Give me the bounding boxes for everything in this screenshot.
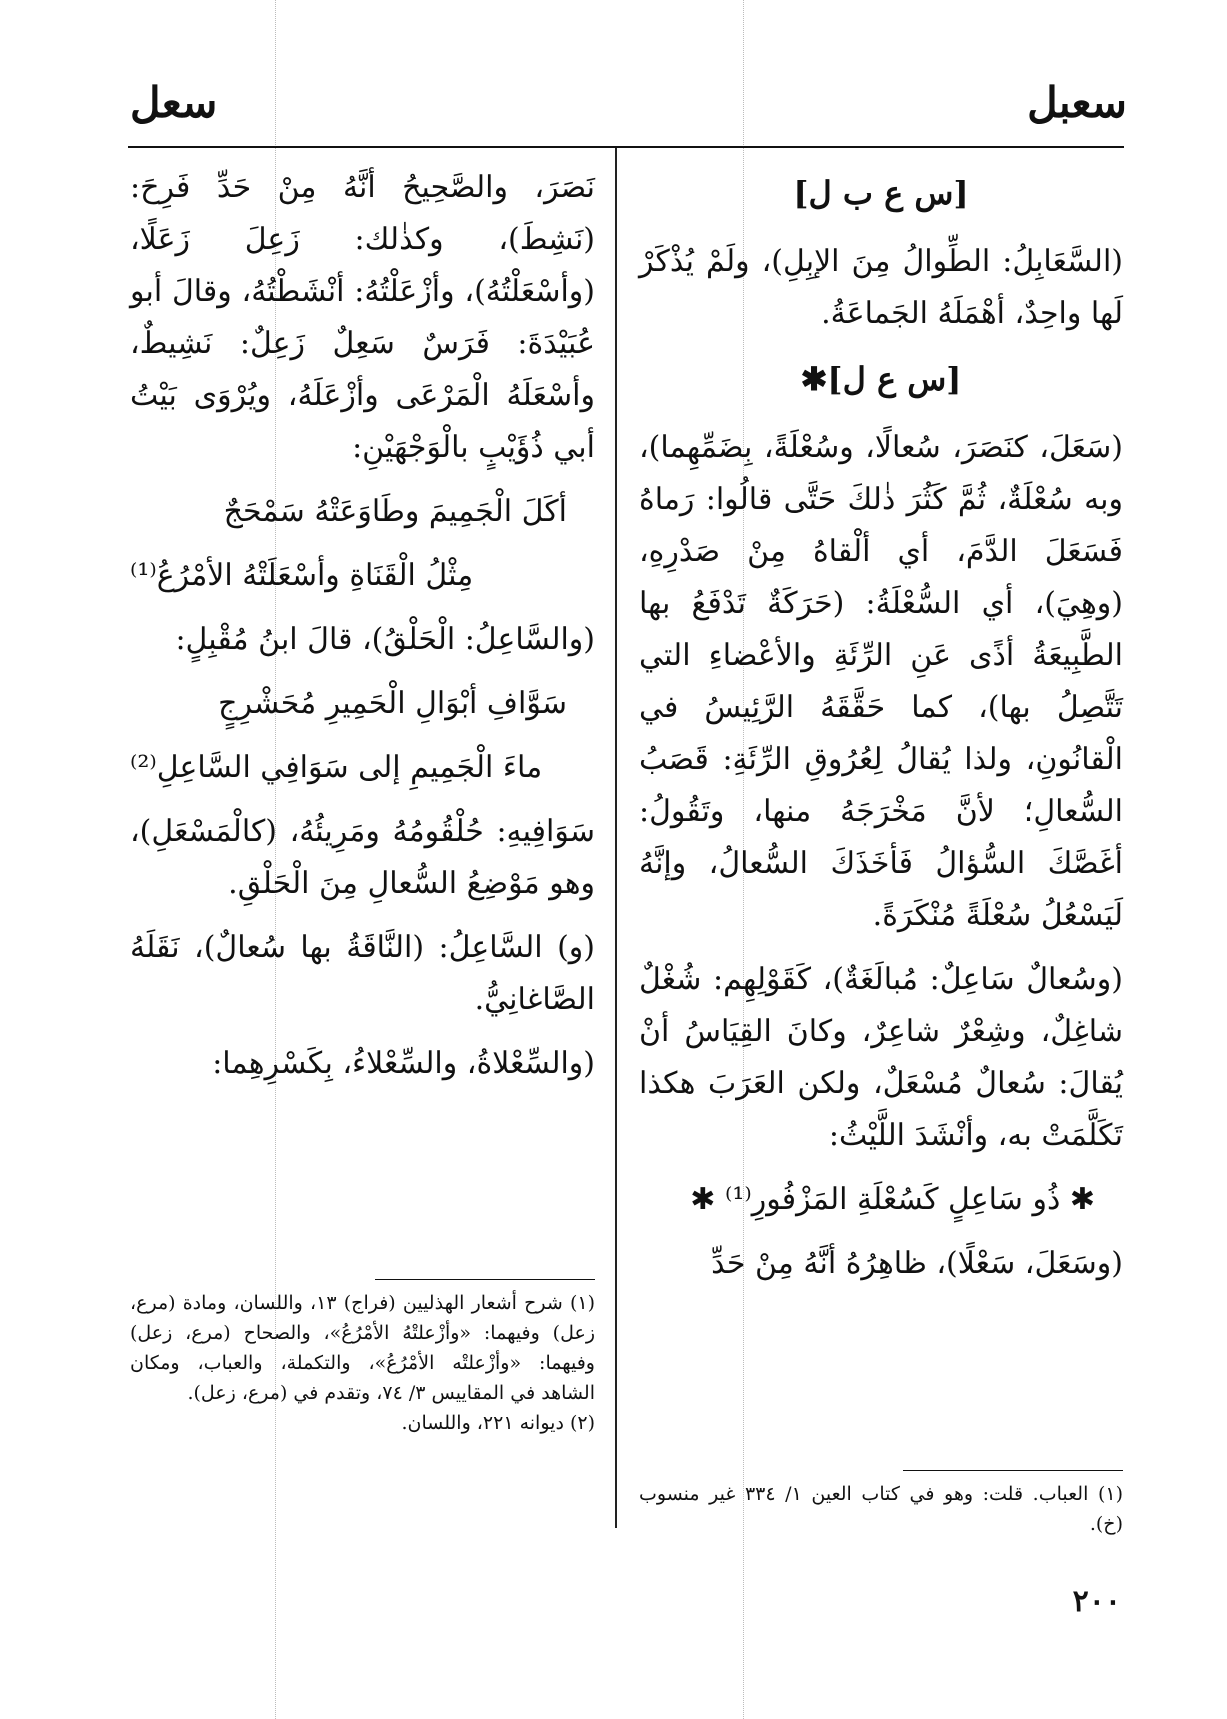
poetry-verse-second-hemistich: مِثْلُ الْقَنَاةِ وأسْعَلَتْهُ الأمْرُعُ⁽¹⁾ (130, 558, 474, 593)
footnote: (١) العباب. قلت: وهو في كتاب العين ١/ ٣٣٤ غير منسوب (خ). (639, 1483, 1124, 1535)
footnotes-left (130, 1279, 595, 1438)
entry-paragraph: نَصَرَ، والصَّحِيحُ أنَّهُ مِنْ حَدِّ فَرِحَ: (نَشِطَ)، وكذٰلك: زَعِلَ زَعَلًا، (وأسْعَلْتُهُ)، وأزْعَلْتُهُ: أنْشَطْتُهُ، وقالَ أبو عُبَيْدَةَ: فَرَسٌ سَعِلٌ زَعِلٌ: نَشِيطٌ، وأسْعَلَهُ الْمَرْعَى وأزْعَلَهُ، ويُرْوَى بَيْتُ أبي ذُؤَيْبٍ بالْوَجْهَيْنِ: (130, 170, 595, 465)
right-column (639, 162, 1123, 1302)
poetry-verse-first-hemistich: أكَلَ الْجَمِيمَ وطَاوَعَتْهُ سَمْحَجٌ (223, 494, 567, 529)
star-marker-icon: ✱ (800, 360, 828, 398)
poetry-verse-second-hemistich: ماءَ الْجَمِيمِ إلى سَوَافِي السَّاعِلِ⁽²⁾ (130, 750, 543, 785)
footnotes-right (639, 1470, 1123, 1539)
root-heading-text: [س ع ل] (827, 360, 962, 398)
entry-paragraph: (و) السَّاعِلُ: (النَّاقَةُ بها سُعالٌ)، نَقَلَهُ الصَّاغانِيُّ. (130, 930, 595, 1017)
root-heading-saal (639, 352, 1123, 406)
header-right-word: سعبل (1027, 78, 1127, 127)
footnote: (٢) ديوانه ٢٢١، واللسان. (401, 1412, 595, 1434)
entry-paragraph: (والسِّعْلاةُ، والسِّعْلاءُ، بِكَسْرِهِما: (212, 1046, 595, 1081)
entry-paragraph: (سَعَلَ، كنَصَرَ، سُعالًا، وسُعْلَةً، بِضَمِّهِما)، وبه سُعْلَةٌ، ثُمَّ كَثُرَ ذٰلكَ حَتَّى قالُوا: رَماهُ فَسَعَلَ الدَّمَ، أي ألْقاهُ مِنْ صَدْرِهِ، (وهِيَ)، أي السُّعْلَةُ: (حَرَكَةٌ تَدْفَعُ بها الطَّبِيعَةُ أذًى عَنِ الرِّئَةِ والأعْضاءِ التي تَتَّصِلُ بها)، كما حَقَّقَهُ الرَّئِيسُ في الْقانُونِ، ولذا يُقالُ لِعُرُوقِ الرِّئَةِ: قَصَبُ السُّعالِ؛ لأنَّ مَخْرَجَهُ منها، وتَقُولُ: أغَصَّكَ السُّؤالُ فَأخَذَكَ السُّعالُ، وإنَّهُ لَيَسْعُلُ سُعْلَةً مُنْكَرَةً. (639, 430, 1123, 933)
footnote: (١) شرح أشعار الهذليين (فراج) ١٣، واللسان، ومادة (مرع، زعل) وفيهما: «وأزْعلتْهُ الأمْرُعُ»، والصحاح (مرع، زعل) وفيهما: «وأزْعلتْه الأمْرُعُ»، والتكملة، والعباب، ومكان الشاهد في المقاييس ٣/ ٧٤، وتقدم في (مرع، زعل). (130, 1292, 596, 1404)
poetry-verse-first-hemistich: سَوَّافِ أبْوَالِ الْحَمِيرِ مُحَشْرِجٍ (218, 686, 567, 721)
root-heading-saabl: [س ع ب ل] (793, 174, 969, 212)
poetry-verse: ✱ ذُو سَاعِلٍ كَسُعْلَةِ المَزْفُورِ⁽¹⁾ ✱ (690, 1182, 1095, 1217)
footnote-rule (375, 1279, 595, 1280)
left-column (130, 162, 595, 1102)
entry-saabl-text: (السَّعَابِلُ: الطِّوالُ مِنَ الإبِلِ)، ولَمْ يُذْكَرْ لَها واحِدٌ، أهْمَلَهُ الجَماعَةُ. (639, 244, 1123, 331)
entry-paragraph: (والسَّاعِلُ: الْحَلْقُ)، قالَ ابنُ مُقْبِلٍ: (175, 622, 595, 657)
header-left-word: سعل (130, 78, 218, 127)
entry-paragraph: (وسُعالٌ سَاعِلٌ: مُبالَغَةٌ)، كَقَوْلِهِم: شُغْلٌ شاغِلٌ، وشِعْرٌ شاعِرٌ، وكانَ القِيَاسُ أنْ يُقالَ: سُعالٌ مُسْعَلٌ، ولكن العَرَبَ هكذا تَكَلَّمَتْ به، وأنْشَدَ اللَّيْثُ: (639, 962, 1123, 1153)
header-rule (128, 146, 1124, 148)
entry-paragraph: (وسَعَلَ، سَعْلًا)، ظاهِرُهُ أنَّهُ مِنْ حَدِّ (711, 1246, 1123, 1281)
footnote-rule (903, 1470, 1123, 1471)
page-number: ٢٠٠ (1072, 1584, 1121, 1619)
column-divider (615, 148, 617, 1528)
entry-paragraph: سَوَافِيهِ: حُلْقُومُهُ ومَرِيئُهُ، (كالْمَسْعَلِ)، وهو مَوْضِعُ السُّعالِ مِنَ الْحَلْقِ. (130, 814, 595, 901)
